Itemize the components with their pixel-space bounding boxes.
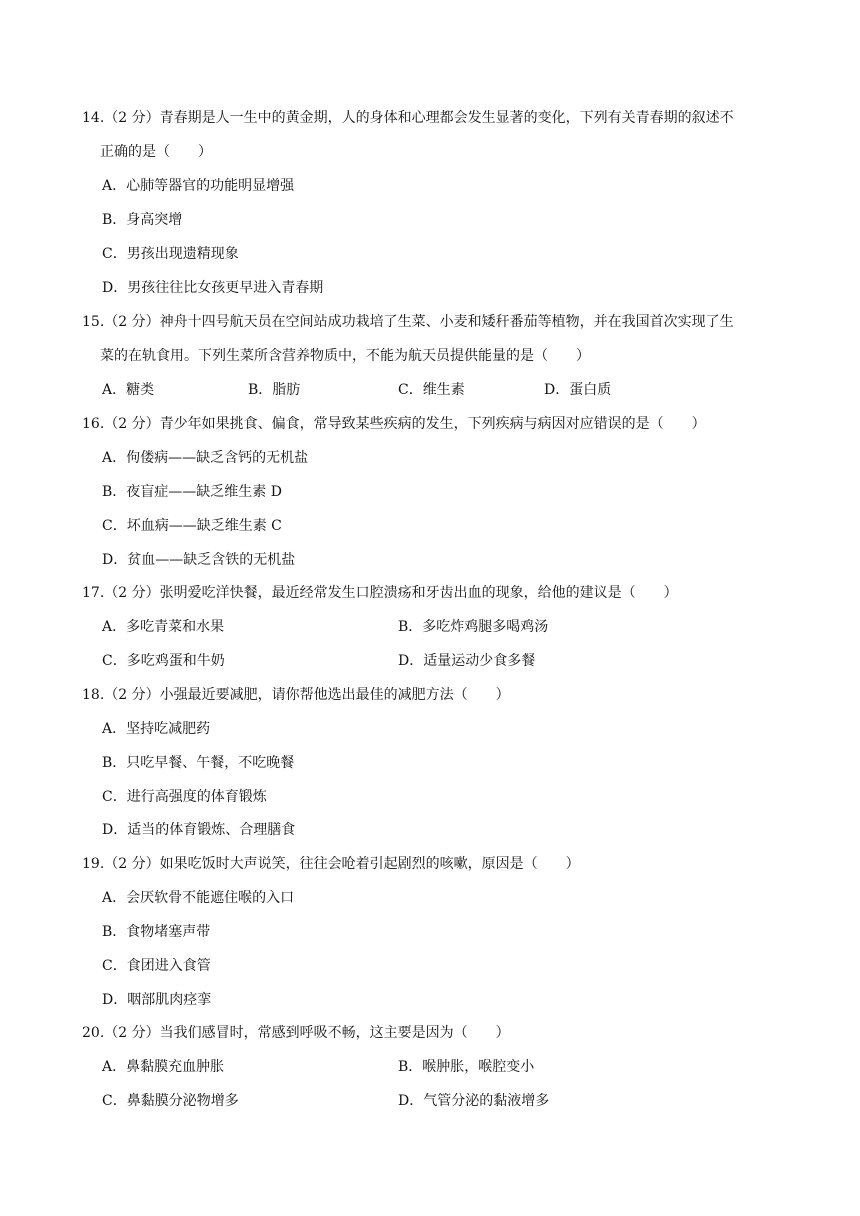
question-20-option-c[interactable]: C．鼻黏膜分泌物增多 <box>102 1093 239 1109</box>
question-18-option-c[interactable]: C．进行高强度的体育锻炼 <box>102 789 267 805</box>
question-17-stem: 17.（2 分）张明爱吃洋快餐，最近经常发生口腔溃疡和牙齿出血的现象，给他的建议是（ ） <box>82 585 678 601</box>
question-20-option-d[interactable]: D．气管分泌的黏液增多 <box>398 1093 550 1109</box>
question-18-stem: 18.（2 分）小强最近要减肥，请你帮他选出最佳的减肥方法（ ） <box>82 687 510 703</box>
question-18-option-a[interactable]: A．坚持吃减肥药 <box>102 721 211 737</box>
question-15-stem: 15.（2 分）神舟十四号航天员在空间站成功栽培了生菜、小麦和矮秆番茄等植物，并在我国首次实现了生 <box>82 314 734 330</box>
question-17 <box>82 583 782 603</box>
question-17-option-b[interactable]: B．多吃炸鸡腿多喝鸡汤 <box>398 619 549 635</box>
question-20-stem: 20.（2 分）当我们感冒时，常感到呼吸不畅，这主要是因为（ ） <box>82 1025 510 1041</box>
question-15-option-a[interactable]: A．糖类 <box>102 382 155 398</box>
question-16-option-c[interactable]: C．坏血病——缺乏维生素 C <box>102 518 282 534</box>
question-14-stem-continued: 正确的是（ ） <box>100 144 212 160</box>
question-14-option-c[interactable]: C．男孩出现遗精现象 <box>102 246 239 262</box>
question-17-option-c[interactable]: C．多吃鸡蛋和牛奶 <box>102 653 225 669</box>
question-16-option-b[interactable]: B．夜盲症——缺乏维生素 D <box>102 484 282 500</box>
question-18 <box>82 685 782 705</box>
question-19-option-c[interactable]: C．食团进入食管 <box>102 958 211 974</box>
question-20-option-b[interactable]: B．喉肿胀，喉腔变小 <box>398 1059 535 1075</box>
question-20-option-a[interactable]: A．鼻黏膜充血肿胀 <box>102 1059 225 1075</box>
question-15-option-c[interactable]: C．维生素 <box>398 382 465 398</box>
question-18-option-b[interactable]: B．只吃早餐、午餐，不吃晚餐 <box>102 755 295 771</box>
question-15-stem-continued: 菜的在轨食用。下列生菜所含营养物质中，不能为航天员提供能量的是（ ） <box>100 348 590 364</box>
question-18-option-d[interactable]: D．适当的体育锻炼、合理膳食 <box>102 822 296 838</box>
question-17-option-a[interactable]: A．多吃青菜和水果 <box>102 619 225 635</box>
question-14-option-d[interactable]: D．男孩往往比女孩更早进入青春期 <box>102 280 324 296</box>
question-16-option-d[interactable]: D．贫血——缺乏含铁的无机盐 <box>102 552 296 568</box>
question-16-stem: 16.（2 分）青少年如果挑食、偏食，常导致某些疾病的发生，下列疾病与病因对应错误的是（ ） <box>82 416 706 432</box>
question-14 <box>82 108 782 162</box>
question-14-option-a[interactable]: A．心肺等器官的功能明显增强 <box>102 178 295 194</box>
question-19-stem: 19.（2 分）如果吃饭时大声说笑，往往会呛着引起剧烈的咳嗽，原因是（ ） <box>82 856 580 872</box>
question-15 <box>82 312 782 366</box>
question-19-option-b[interactable]: B．食物堵塞声带 <box>102 924 211 940</box>
question-15-option-b[interactable]: B．脂肪 <box>248 382 301 398</box>
question-20 <box>82 1023 782 1043</box>
question-14-stem: 14.（2 分）青春期是人一生中的黄金期，人的身体和心理都会发生显著的变化，下列有关青春期的叙述不 <box>82 110 734 126</box>
question-19 <box>82 854 782 874</box>
question-19-option-a[interactable]: A．会厌软骨不能遮住喉的入口 <box>102 890 295 906</box>
question-15-option-d[interactable]: D．蛋白质 <box>544 382 612 398</box>
question-16-option-a[interactable]: A．佝偻病——缺乏含钙的无机盐 <box>102 450 309 466</box>
question-14-option-b[interactable]: B．身高突增 <box>102 212 183 228</box>
question-19-option-d[interactable]: D．咽部肌肉痉挛 <box>102 992 212 1008</box>
question-16 <box>82 414 782 434</box>
question-17-option-d[interactable]: D．适量运动少食多餐 <box>398 653 536 669</box>
